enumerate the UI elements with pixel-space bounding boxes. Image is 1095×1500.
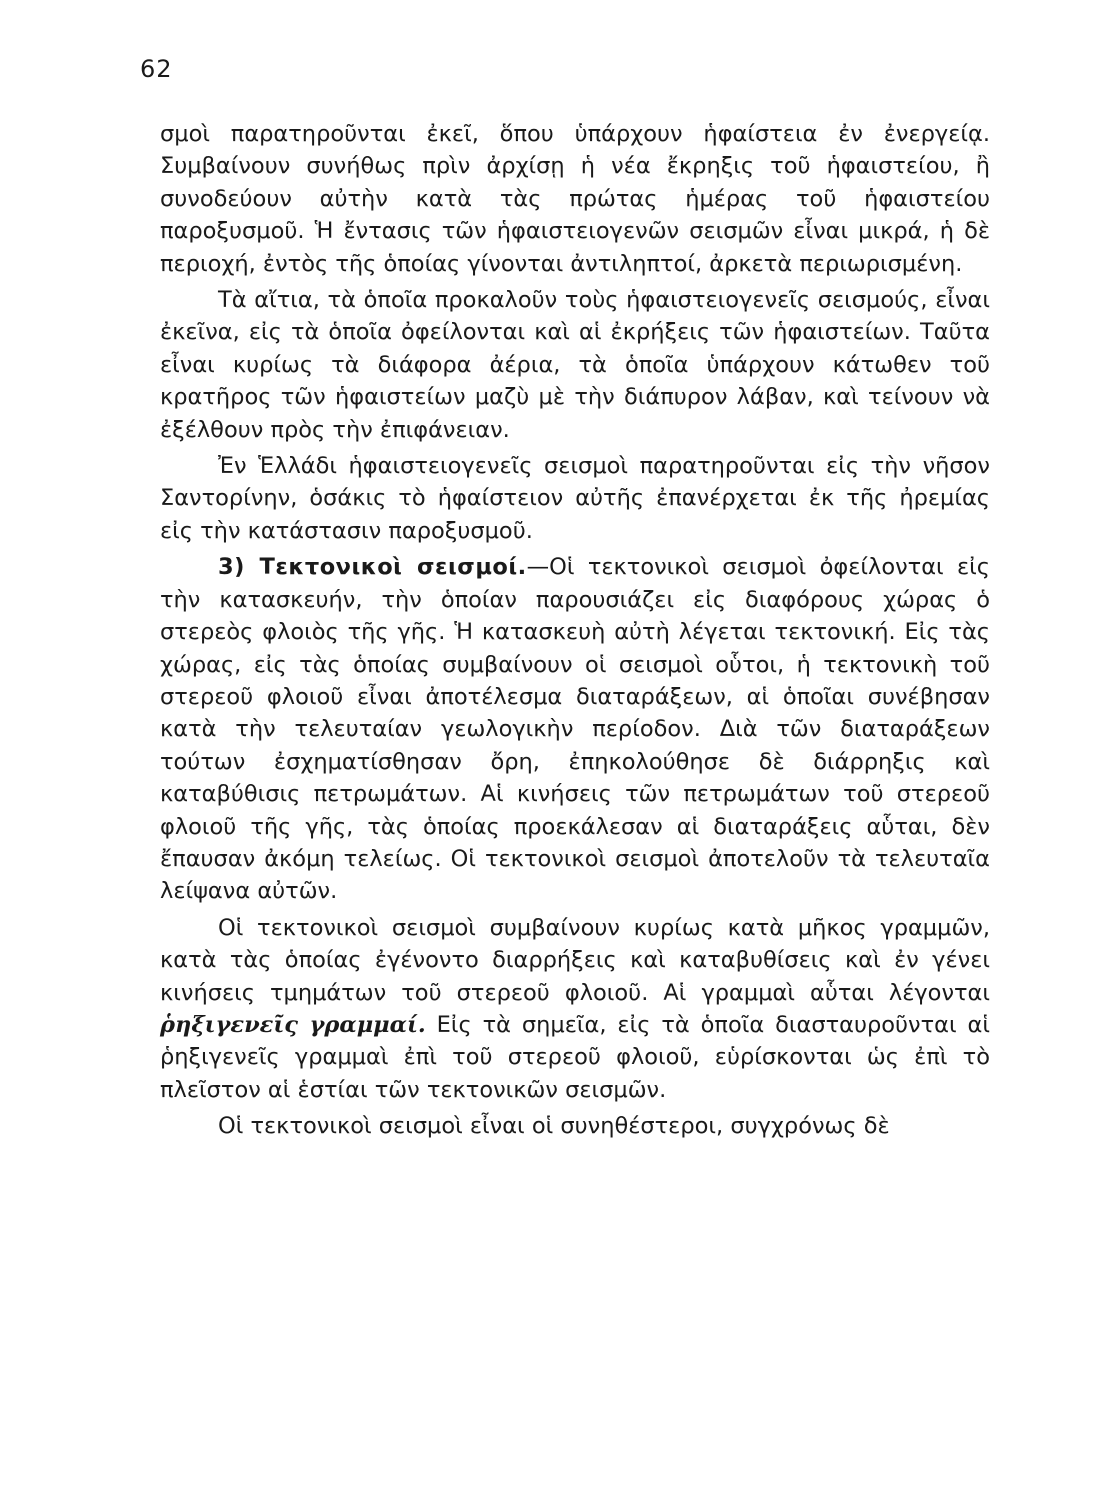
section-heading-tectonic: 3) Τεκτονικοὶ σεισμοί. <box>218 554 527 581</box>
paragraph-3: Ἐν Ἑλλάδι ἡφαιστειογενεῖς σεισμοὶ παρατηροῦνται εἰς τὴν νῆσον Σαντορίνην, ὁσάκις τὸ ἡφαίστειον αὐτῆς ἐπανέρχεται ἐκ τῆς ἠρεμίας εἰς τὴν κατάστασιν παροξυσμοῦ. <box>160 453 990 544</box>
paragraph-4-text: —Οἱ τεκτονικοὶ σεισμοὶ ὀφείλονται εἰς τὴν κατασκευήν, τὴν ὁποίαν παρουσιάζει εἰς διαφόρους χώρας ὁ στερεὸς φλοιὸς τῆς γῆς. Ἡ κατασκευὴ αὐτὴ λέγεται τεκτονική. Εἰς τὰς χώρας, εἰς τὰς ὁποίας συμβαίνουν οἱ σεισμοὶ οὗτοι, ἡ τεκτονικὴ τοῦ στερεοῦ φλοιοῦ εἶναι ἀποτέλεσμα διαταράξεων, αἱ ὁποῖαι συνέβησαν κατὰ τὴν τελευταίαν γεωλογικὴν περίοδον. Διὰ τῶν διαταράξεων τούτων ἐσχηματίσθησαν ὄρη, ἐπηκολούθησε δὲ διάρρηξις καὶ καταβύθισις πετρωμάτων. Αἱ κινήσεις τῶν πετρωμάτων τοῦ στερεοῦ φλοιοῦ τῆς γῆς, τὰς ὁποίας προεκάλεσαν αἱ διαταράξεις αὗται, δὲν ἔπαυσαν ἀκόμη τελείως. Οἱ τεκτονικοὶ σεισμοὶ ἀποτελοῦν τὰ τελευταῖα λείψανα αὐτῶν. <box>160 554 990 905</box>
text-body <box>160 118 990 1147</box>
paragraph-5-text-before: Οἱ τεκτονικοὶ σεισμοὶ συμβαίνουν κυρίως κατὰ μῆκος γραμμῶν, κατὰ τὰς ὁποίας ἐγένοντο διαρρήξεις καὶ καταβυθίσεις καὶ ἐν γένει κινήσεις τμημάτων τοῦ στερεοῦ φλοιοῦ. Αἱ γραμμαὶ αὗται λέγονται <box>160 914 990 1006</box>
paragraph-6: Οἱ τεκτονικοὶ σεισμοὶ εἶναι οἱ συνηθέστεροι, συγχρόνως δὲ <box>218 1113 890 1140</box>
paragraph-4 <box>160 551 990 907</box>
paragraph-5-text-after: Εἰς τὰ σημεῖα, εἰς τὰ ὁποῖα διασταυροῦνται αἱ ῥηξιγενεῖς γραμμαὶ ἐπὶ τοῦ στερεοῦ φλοιοῦ, εὑρίσκονται ὡς ἐπὶ τὸ πλεῖστον αἱ ἑστίαι τῶν τεκτονικῶν σεισμῶν. <box>160 1011 990 1103</box>
page-number: 62 <box>140 55 173 83</box>
emphasis-term: ῥηξιγενεῖς γραμμαί. <box>160 1011 426 1038</box>
paragraph-1: σμοὶ παρατηροῦνται ἐκεῖ, ὅπου ὑπάρχουν ἡφαίστεια ἐν ἐνεργείᾳ. Συμβαίνουν συνήθως πρὶν ἀρχίσῃ ἡ νέα ἔκρηξις τοῦ ἡφαιστείου, ἢ συνοδεύουν αὐτὴν κατὰ τὰς πρώτας ἡμέρας τοῦ ἡφαιστείου παροξυσμοῦ. Ἡ ἔντασις τῶν ἡφαιστειογενῶν σεισμῶν εἶναι μικρά, ἡ δὲ περιοχή, ἐντὸς τῆς ὁποίας γίνονται ἀντιληπτοί, ἀρκετὰ περιωρισμένη. <box>160 121 990 277</box>
paragraph-2: Τὰ αἴτια, τὰ ὁποῖα προκαλοῦν τοὺς ἡφαιστειογενεῖς σεισμούς, εἶναι ἐκεῖνα, εἰς τὰ ὁποῖα ὀφείλονται καὶ αἱ ἐκρήξεις τῶν ἡφαιστείων. Ταῦτα εἶναι κυρίως τὰ διάφορα ἀέρια, τὰ ὁποῖα ὑπάρχουν κάτωθεν τοῦ κρατῆρος τῶν ἡφαιστείων μαζὺ μὲ τὴν διάπυρον λάβαν, καὶ τείνουν νὰ ἐξέλθουν πρὸς τὴν ἐπιφάνειαν. <box>160 287 990 443</box>
paragraph-5 <box>160 912 990 1106</box>
